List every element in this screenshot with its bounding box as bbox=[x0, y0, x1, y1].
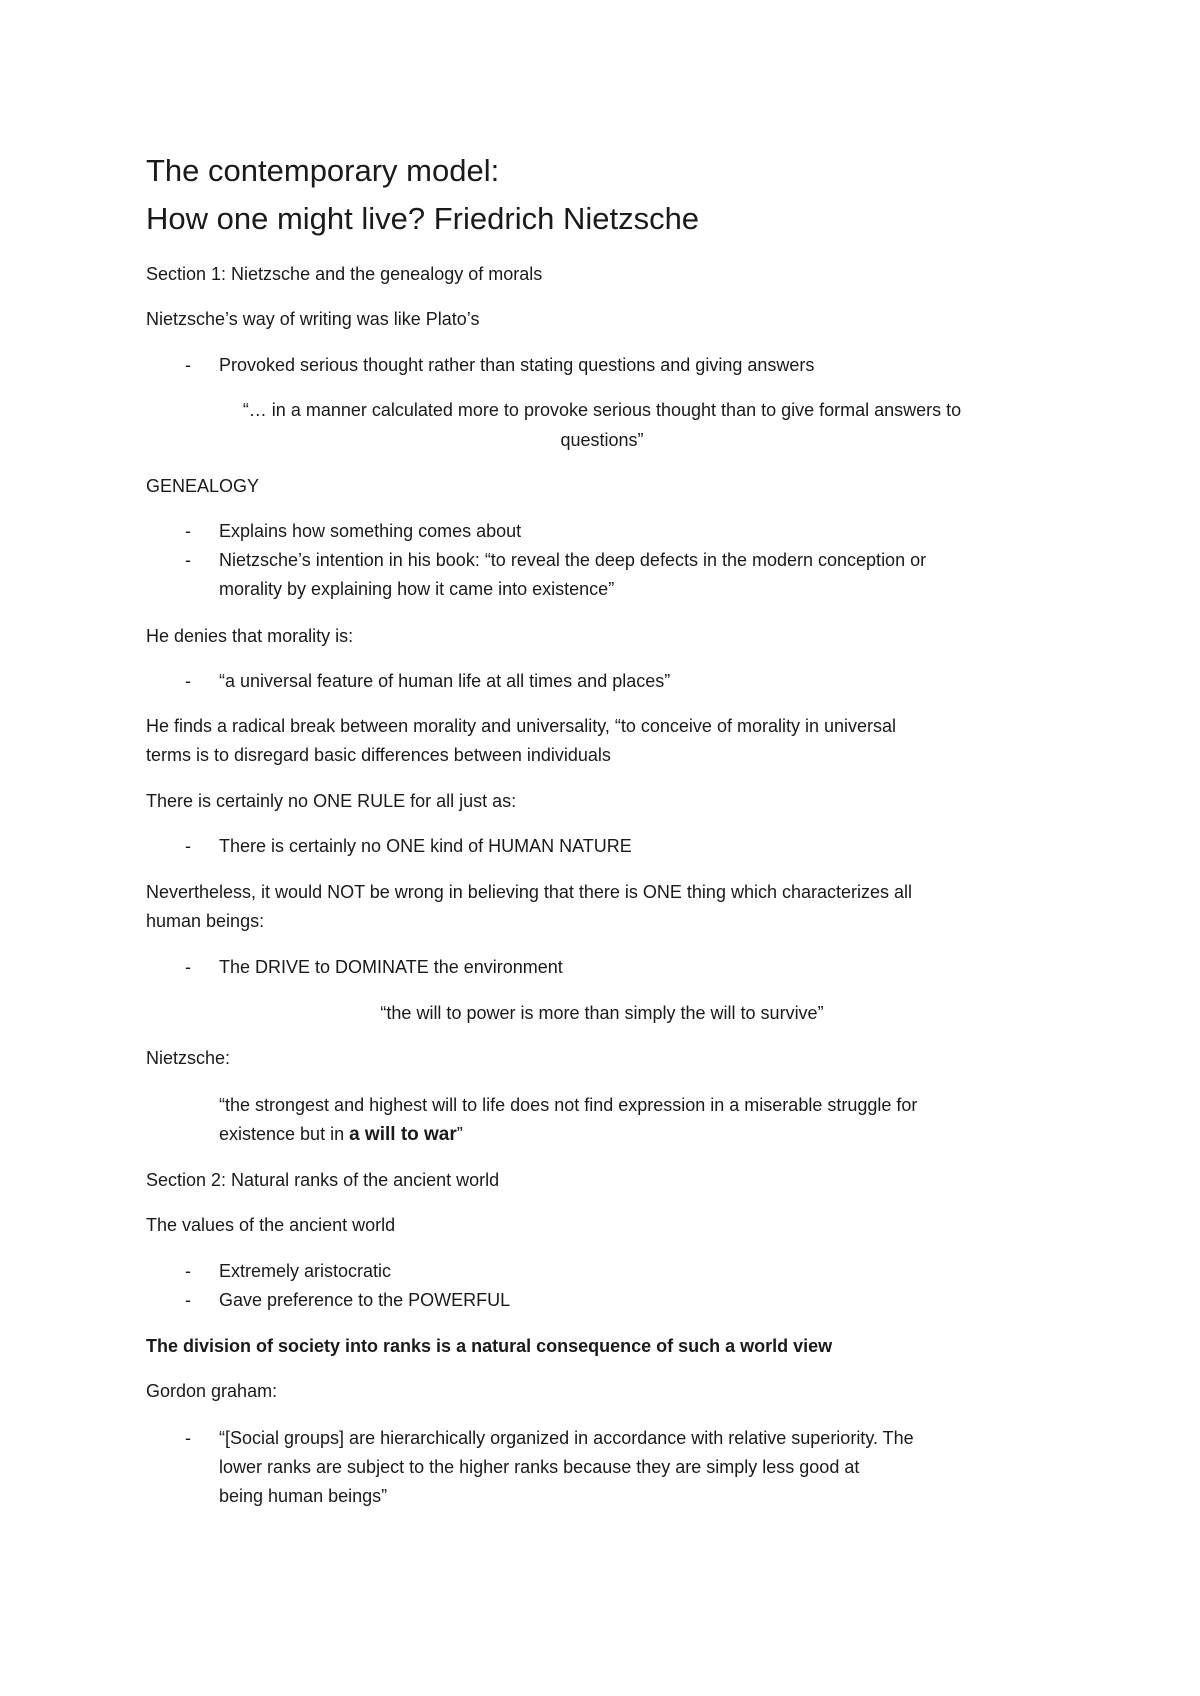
bullet-dash: - bbox=[185, 355, 191, 375]
nietzsche-label: Nietzsche: bbox=[146, 1048, 231, 1068]
quote-social-line1: “[Social groups] are hierarchically organized in accordance with relative superiority. The bbox=[219, 1428, 914, 1448]
bullet-intention-line2: morality by explaining how it came into existence” bbox=[219, 579, 615, 599]
writing-intro: Nietzsche’s way of writing was like Plato’s bbox=[146, 309, 480, 329]
radical-line1: He finds a radical break between morality and universality, “to conceive of morality in universal bbox=[146, 716, 897, 736]
bullet-dash: - bbox=[185, 521, 191, 541]
quote-social-line3: being human beings” bbox=[219, 1486, 388, 1506]
radical-line2: terms is to disregard basic differences between individuals bbox=[146, 745, 611, 765]
quote-strongest-bold: a will to war bbox=[349, 1124, 457, 1145]
denies-intro: He denies that morality is: bbox=[146, 626, 354, 646]
quote-social-line2: lower ranks are subject to the higher ranks because they are simply less good at bbox=[219, 1457, 860, 1477]
bullet-intention-line1: Nietzsche’s intention in his book: “to reveal the deep defects in the modern conception or bbox=[219, 550, 927, 570]
bullet-dash: - bbox=[185, 550, 191, 570]
bullet-explains: Explains how something comes about bbox=[219, 521, 522, 541]
nevertheless-line1: Nevertheless, it would NOT be wrong in believing that there is ONE thing which characterizes all bbox=[146, 882, 913, 902]
bullet-dash: - bbox=[185, 1428, 191, 1448]
section2-heading: Section 2: Natural ranks of the ancient world bbox=[146, 1170, 500, 1190]
quote-strongest-pre: existence but in bbox=[219, 1124, 350, 1144]
bullet-preference: Gave preference to the POWERFUL bbox=[219, 1290, 511, 1310]
quote-strongest-line2 bbox=[219, 1120, 463, 1149]
bullet-aristocratic: Extremely aristocratic bbox=[219, 1261, 392, 1281]
bullet-dash: - bbox=[185, 1290, 191, 1310]
genealogy-heading: GENEALOGY bbox=[146, 476, 260, 496]
bullet-dash: - bbox=[185, 1261, 191, 1281]
one-rule: There is certainly no ONE RULE for all just as: bbox=[146, 791, 517, 811]
graham-label: Gordon graham: bbox=[146, 1381, 278, 1401]
quote-strongest-post: ” bbox=[456, 1124, 463, 1144]
bullet-provoked: Provoked serious thought rather than stating questions and giving answers bbox=[219, 355, 815, 375]
values-intro: The values of the ancient world bbox=[146, 1215, 396, 1235]
quote-manner-line2: questions” bbox=[560, 430, 644, 450]
quote-will-power: “the will to power is more than simply the will to survive” bbox=[380, 1003, 824, 1023]
document-title-line2: How one might live? Friedrich Nietzsche bbox=[146, 201, 700, 236]
bullet-dash: - bbox=[185, 836, 191, 856]
quote-strongest-line1: “the strongest and highest will to life does not find expression in a miserable struggle for bbox=[219, 1095, 918, 1115]
quote-manner-line1: “… in a manner calculated more to provoke serious thought than to give formal answers to bbox=[242, 400, 962, 420]
nevertheless-line2: human beings: bbox=[146, 911, 265, 931]
bullet-universal: “a universal feature of human life at all times and places” bbox=[219, 671, 671, 691]
section1-heading: Section 1: Nietzsche and the genealogy of morals bbox=[146, 264, 543, 284]
bullet-one-kind: There is certainly no ONE kind of HUMAN NATURE bbox=[219, 836, 632, 856]
bullet-dash: - bbox=[185, 957, 191, 977]
bullet-dash: - bbox=[185, 671, 191, 691]
bullet-drive: The DRIVE to DOMINATE the environment bbox=[219, 957, 563, 977]
document-title-line1: The contemporary model: bbox=[146, 153, 500, 188]
division-statement: The division of society into ranks is a natural consequence of such a world view bbox=[146, 1336, 833, 1356]
